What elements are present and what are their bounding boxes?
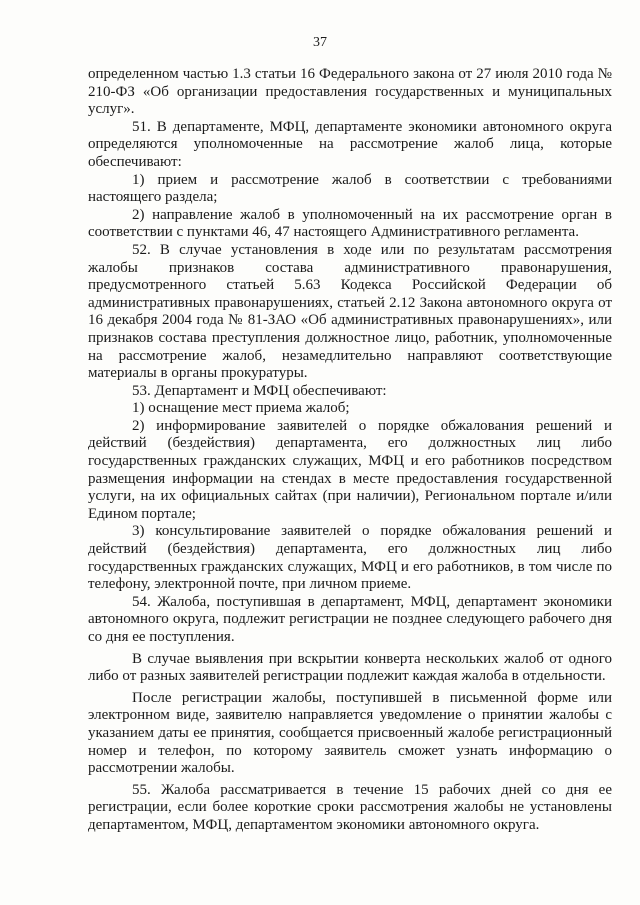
- paragraph-continuation: определенном частью 1.3 статьи 16 Федерального закона от 27 июля 2010 года № 210-ФЗ «Об организации предоставления государственных и муниципальных услуг».: [88, 66, 612, 118]
- paragraph-51-item-2: 2) направление жалоб в уполномоченный на их рассмотрение орган в соответствии с пунктами 46, 47 настоящего Административного регламента.: [88, 206, 612, 241]
- paragraph-54: 54. Жалоба, поступившая в департамент, МФЦ, департамент экономики автономного округа, подлежит регистрации не позднее следующего рабочего дня со дня ее поступления.: [88, 593, 612, 645]
- paragraph-54-notification: После регистрации жалобы, поступившей в письменной форме или электронном виде, заявителю направляется уведомление о принятии жалобы с указанием даты ее принятия, сообщается присвоенный жалобе регистрационный номер и телефон, по которому заявитель сможет узнать информацию о рассмотрении жалобы.: [88, 689, 612, 777]
- paragraph-55: 55. Жалоба рассматривается в течение 15 рабочих дней со дня ее регистрации, если более короткие сроки рассмотрения жалобы не установлены департаментом, МФЦ, департаментом экономики автономного округа.: [88, 781, 612, 833]
- paragraph-53-item-1: 1) оснащение мест приема жалоб;: [132, 400, 350, 417]
- paragraph-52: 52. В случае установления в ходе или по результатам рассмотрения жалобы признаков состава административного правонарушения, предусмотренного статьей 5.63 Кодекса Российской Федерации об административных правонарушениях, статьей 2.12 Закона автономного округа от 16 декабря 2004 года № 81-ЗАО «Об административных правонарушениях», или признаков состава преступления должностное лицо, работник, уполномоченные на рассмотрение жалоб, незамедлительно направляют соответствующие материалы в органы прокуратуры.: [88, 241, 612, 382]
- paragraph-53: 53. Департамент и МФЦ обеспечивают:: [132, 382, 387, 399]
- document-body: [88, 66, 612, 835]
- paragraph-51-item-1: 1) прием и рассмотрение жалоб в соответствии с требованиями настоящего раздела;: [88, 171, 612, 206]
- paragraph-53-item-2: 2) информирование заявителей о порядке обжалования решений и действий (бездействия) департамента, его должностных лиц либо государственных гражданских служащих, МФЦ и его работников посредством размещения информации на стендах в месте предоставления государственной услуги, на их официальных сайтах (при наличии), Региональном портале и/или Едином портале;: [88, 417, 612, 522]
- paragraph-53-item-3: 3) консультирование заявителей о порядке обжалования решений и действий (бездействия) департамента, его должностных лиц либо государственных гражданских служащих, МФЦ и его работников, в том числе по телефону, электронной почте, при личном приеме.: [88, 523, 612, 593]
- paragraph-54-multiple-complaints: В случае выявления при вскрытии конверта нескольких жалоб от одного либо от разных заявителей регистрации подлежит каждая жалоба в отдельности.: [88, 650, 612, 685]
- page-number: 37: [313, 35, 327, 50]
- paragraph-51: 51. В департаменте, МФЦ, департаменте экономики автономного округа определяются уполномоченные на рассмотрение жалоб лица, которые обеспечивают:: [88, 118, 612, 170]
